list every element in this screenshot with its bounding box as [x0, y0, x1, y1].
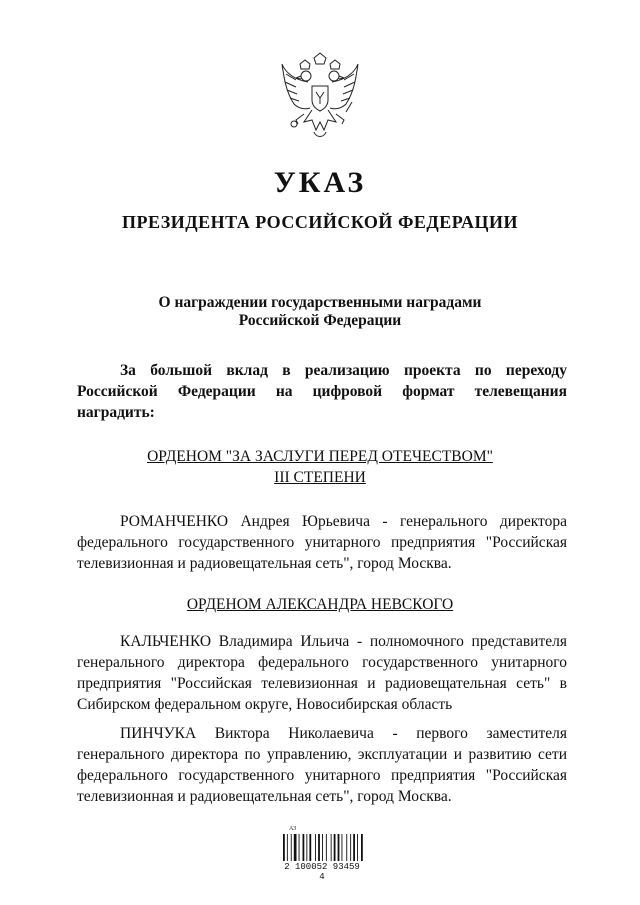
awardee-paragraph: РОМАНЧЕНКО Андрея Юрьевича - генерального директора федерального государственного унитарного предприятия "Российская телевизионная и радиовещательная сеть", город Москва. [77, 513, 567, 572]
heading-line-1: О награждении государственными наградами [158, 294, 482, 311]
order-title-merit [0, 446, 640, 488]
awardee-paragraph: ПИНЧУКА Виктора Николаевича - первого заместителя генерального директора по управлению, эксплуатации и развитию сети федерального государственного унитарного предприятия "Российская телевизионная и радиовещательная сеть", город Москва. [77, 725, 567, 805]
order-title-line-1: ОРДЕНОМ "ЗА ЗАСЛУГИ ПЕРЕД ОТЕЧЕСТВОМ" [147, 448, 493, 465]
order-title-line-2: III СТЕПЕНИ [274, 469, 366, 486]
heading-line-2: Российской Федерации [238, 312, 402, 329]
barcode-mark: АЗ [289, 826, 297, 832]
decree-heading [0, 294, 640, 330]
order-title-line-1: ОРДЕНОМ АЛЕКСАНДРА НЕВСКОГО [186, 596, 454, 613]
awardee-paragraph: КАЛЬЧЕНКО Владимира Ильича - полномочного представителя генерального директора федерального государственного унитарного предприятия "Российская телевизионная и радиовещательная сеть" в Сибирском федеральном округе, Новосибирская область [77, 633, 567, 713]
order-title-nevsky [0, 594, 640, 615]
coat-of-arms-emblem [278, 52, 362, 150]
preamble-paragraph: За большой вклад в реализацию проекта по переходу Российской Федерации на цифровой формат телевещания наградить: [77, 362, 567, 421]
decree-title: УКАЗ [273, 166, 367, 199]
barcode-number: 2 100052 93459 4 [284, 862, 360, 882]
decree-issuer: ПРЕЗИДЕНТА РОССИЙСКОЙ ФЕДЕРАЦИИ [122, 212, 518, 232]
